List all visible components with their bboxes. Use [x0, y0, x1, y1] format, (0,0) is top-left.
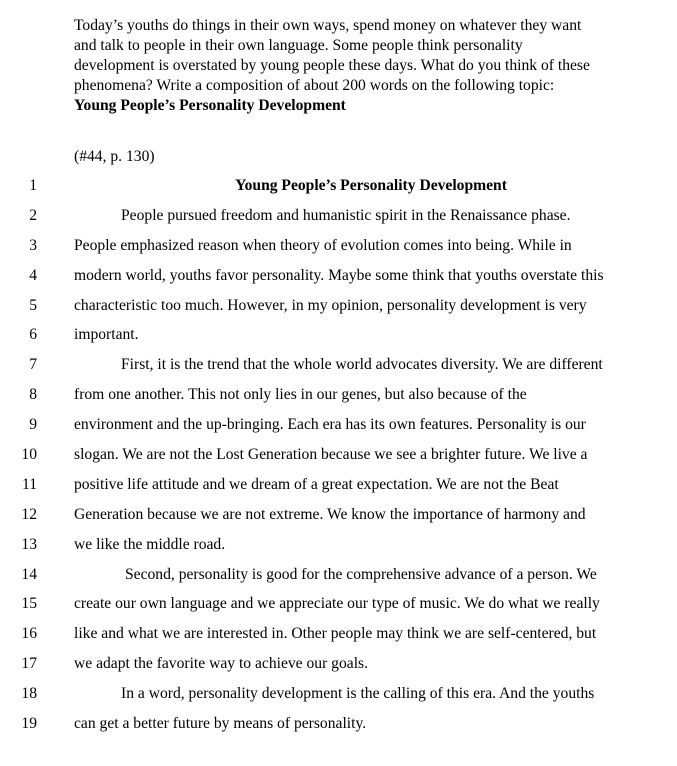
line-text: characteristic too much. However, in my opinion, personality development is very [74, 296, 587, 314]
line-text: we like the middle road. [74, 535, 226, 553]
essay-line [0, 385, 677, 415]
essay-line [0, 475, 677, 505]
line-text: create our own language and we appreciate our type of music. We do what we really [74, 595, 600, 613]
reference-label: (#44, p. 130) [74, 148, 155, 165]
line-text: Generation because we are not extreme. We know the importance of harmony and [74, 505, 586, 523]
prompt-line: development is overstated by young people these days. What do you think of these [74, 57, 590, 74]
line-text: In a word, personality development is the calling of this era. And the youths [121, 685, 595, 703]
prompt-line: and talk to people in their own language. Some people think personality [74, 37, 523, 54]
essay-title: Young People’s Personality Development [235, 177, 507, 194]
essay-line [0, 714, 677, 744]
line-text: People pursued freedom and humanistic spirit in the Renaissance phase. [121, 206, 571, 224]
line-text: important. [74, 326, 139, 344]
essay-line [0, 355, 677, 385]
prompt-topic: Young People’s Personality Development [74, 97, 346, 114]
essay-line [0, 266, 677, 296]
line-number: 12 [21, 505, 37, 523]
prompt-line: Today’s youths do things in their own ways, spend money on whatever they want [74, 17, 582, 34]
line-text: People emphasized reason when theory of evolution comes into being. While in [74, 236, 572, 254]
line-number: 2 [29, 206, 37, 224]
essay-line [0, 206, 677, 236]
line-number: 18 [21, 685, 37, 703]
line-text: from one another. This not only lies in our genes, but also because of the [74, 386, 527, 404]
essay-line [0, 654, 677, 684]
line-number: 7 [29, 356, 37, 374]
line-number: 6 [29, 326, 37, 344]
line-text: modern world, youths favor personality. Maybe some think that youths overstate this [74, 266, 604, 284]
line-number: 4 [29, 266, 37, 284]
line-number: 3 [29, 236, 37, 254]
line-text: Second, personality is good for the comprehensive advance of a person. We [125, 565, 597, 583]
line-number: 13 [21, 535, 37, 553]
line-number: 10 [21, 446, 37, 464]
essay-body [0, 176, 677, 744]
line-text: like and what we are interested in. Other people may think we are self-centered, but [74, 625, 597, 643]
line-number: 8 [29, 386, 37, 404]
line-number: 14 [21, 565, 37, 583]
prompt-block [74, 16, 664, 116]
line-text: can get a better future by means of personality. [74, 715, 367, 733]
essay-line [0, 296, 677, 326]
essay-line [0, 236, 677, 266]
essay-line [0, 505, 677, 535]
essay-line [0, 445, 677, 475]
essay-line [0, 415, 677, 445]
line-text: First, it is the trend that the whole world advocates diversity. We are different [121, 356, 603, 374]
line-number: 15 [21, 595, 37, 613]
essay-line [0, 624, 677, 654]
essay-line [0, 535, 677, 565]
line-number: 1 [29, 177, 37, 194]
line-number: 11 [21, 475, 37, 493]
essay-line [0, 684, 677, 714]
essay-line [0, 565, 677, 595]
line-text: we adapt the favorite way to achieve our goals. [74, 655, 368, 673]
line-text: environment and the up-bringing. Each era has its own features. Personality is our [74, 416, 586, 434]
line-number: 5 [29, 296, 37, 314]
line-number: 17 [21, 655, 37, 673]
line-text: slogan. We are not the Lost Generation because we see a brighter future. We live a [74, 446, 588, 464]
line-number: 16 [21, 625, 37, 643]
essay-line [0, 176, 677, 206]
line-number: 9 [29, 416, 37, 434]
prompt-line: phenomena? Write a composition of about 200 words on the following topic: [74, 77, 555, 94]
line-text: positive life attitude and we dream of a great expectation. We are not the Beat [74, 475, 559, 493]
line-number: 19 [21, 715, 37, 733]
essay-line [0, 325, 677, 355]
essay-line [0, 594, 677, 624]
